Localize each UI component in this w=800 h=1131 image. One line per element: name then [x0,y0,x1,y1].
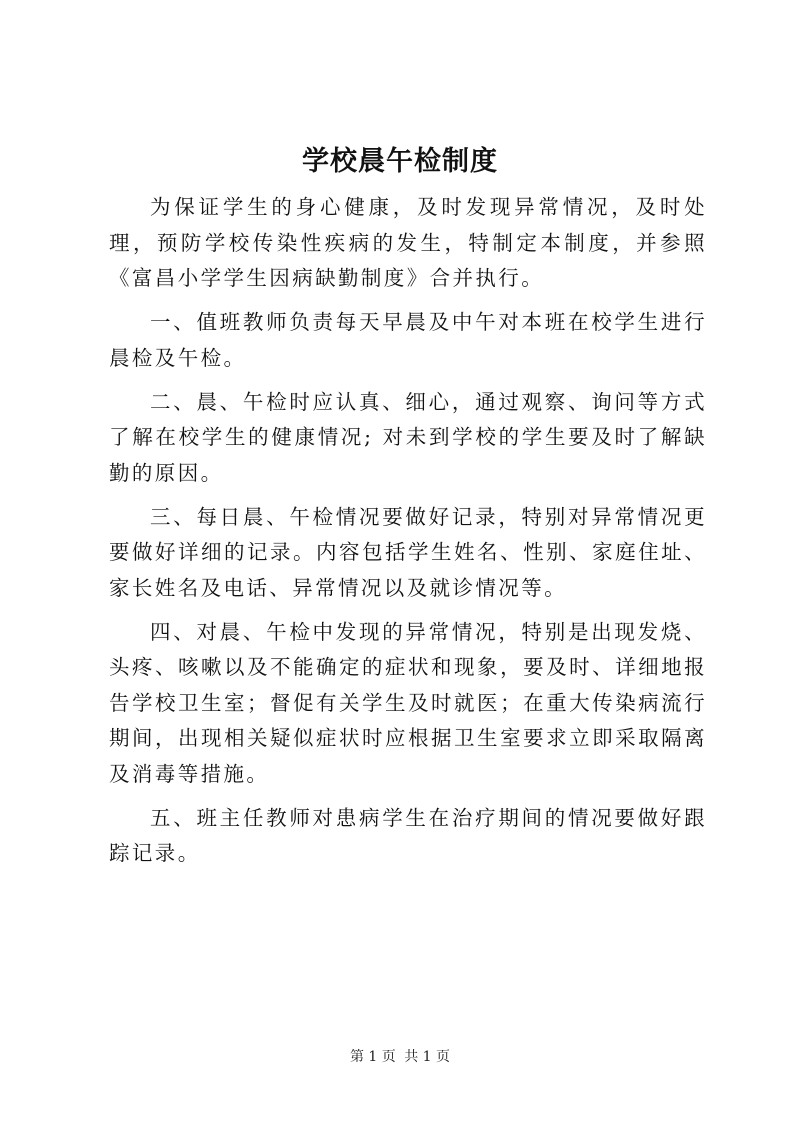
page-total: 共 1 页 [404,1049,451,1065]
paragraph-rule-5: 五、班主任教师对患病学生在治疗期间的情况要做好跟踪记录。 [109,805,707,865]
page-footer [0,1047,800,1067]
paragraph-rule-1: 一、值班教师负责每天早晨及中午对本班在校学生进行晨检及午检。 [109,310,707,370]
document-body [109,190,707,880]
page-number: 第 1 页 [349,1049,396,1065]
paragraph-rule-4: 四、对晨、午检中发现的异常情况，特别是出现发烧、头疼、咳嗽以及不能确定的症状和现象，要及时、详细地报告学校卫生室；督促有关学生及时就医；在重大传染病流行期间，出现相关疑似症状时应根据卫生室要求立即采取隔离及消毒等措施。 [109,619,707,786]
paragraph-rule-2: 二、晨、午检时应认真、细心，通过观察、询问等方式了解在校学生的健康情况; 对未到学校的学生要及时了解缺勤的原因。 [109,389,707,485]
document-title: 学校晨午检制度 [302,146,498,177]
paragraph-intro: 为保证学生的身心健康，及时发现异常情况，及时处理，预防学校传染性疾病的发生，特制定本制度，并参照《富昌小学学生因病缺勤制度》合并执行。 [109,195,707,290]
paragraph-rule-3: 三、每日晨、午检情况要做好记录，特别对异常情况更要做好详细的记录。内容包括学生姓名、性别、家庭住址、家长姓名及电话、异常情况以及就诊情况等。 [109,504,707,600]
